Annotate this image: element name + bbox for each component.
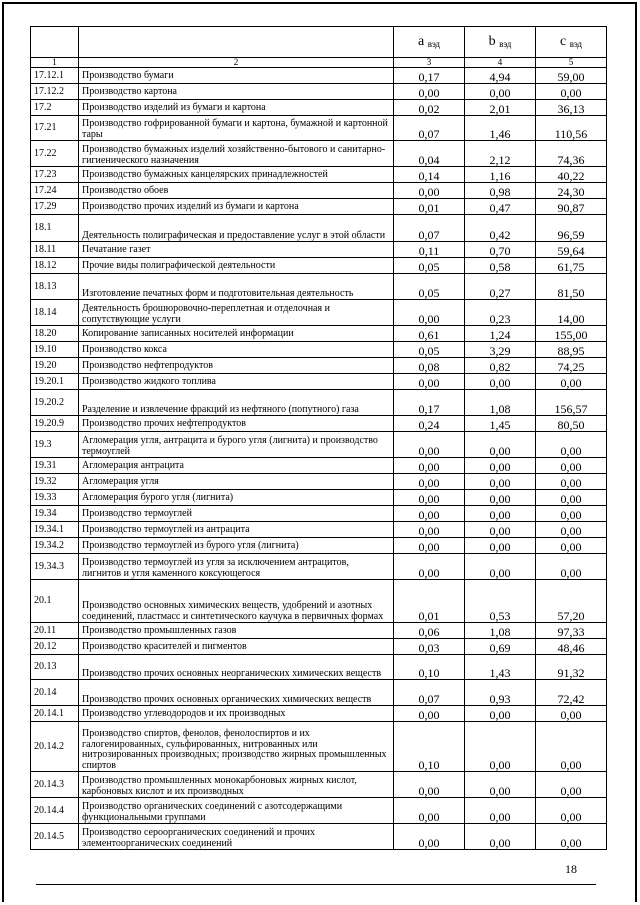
row-code: 17.21 bbox=[31, 116, 79, 141]
row-code: 17.24 bbox=[31, 183, 79, 199]
row-value-b: 0,70 bbox=[465, 242, 536, 258]
row-value-c: 0,00 bbox=[536, 474, 607, 490]
row-code: 19.34.3 bbox=[31, 554, 79, 580]
table-row bbox=[31, 300, 607, 326]
table-row bbox=[31, 116, 607, 141]
table-row bbox=[31, 798, 607, 824]
row-value-c: 0,00 bbox=[536, 798, 607, 824]
row-value-b: 0,58 bbox=[465, 258, 536, 274]
row-value-c: 36,13 bbox=[536, 100, 607, 116]
row-value-a: 0,07 bbox=[394, 116, 465, 141]
table-row bbox=[31, 141, 607, 167]
row-value-c: 0,00 bbox=[536, 706, 607, 722]
row-value-b: 0,00 bbox=[465, 432, 536, 458]
row-code: 18.14 bbox=[31, 300, 79, 326]
row-value-a: 0,00 bbox=[394, 798, 465, 824]
row-name: Производство прочих основных неорганических химических веществ bbox=[79, 655, 394, 680]
row-code: 20.13 bbox=[31, 655, 79, 680]
row-value-c: 74,36 bbox=[536, 141, 607, 167]
row-value-c: 0,00 bbox=[536, 458, 607, 474]
row-value-c: 96,59 bbox=[536, 215, 607, 242]
row-value-c: 14,00 bbox=[536, 300, 607, 326]
table-header-row bbox=[31, 27, 607, 58]
table-row bbox=[31, 342, 607, 358]
row-value-c: 57,20 bbox=[536, 580, 607, 623]
row-name: Производство органических соединений с азотсодержащими функциональными группами bbox=[79, 798, 394, 824]
row-value-b: 0,00 bbox=[465, 706, 536, 722]
row-value-b: 1,08 bbox=[465, 390, 536, 416]
table-row bbox=[31, 722, 607, 772]
row-value-a: 0,10 bbox=[394, 722, 465, 772]
row-value-c: 0,00 bbox=[536, 490, 607, 506]
table-row bbox=[31, 432, 607, 458]
table-row bbox=[31, 680, 607, 706]
row-value-b: 0,00 bbox=[465, 772, 536, 798]
row-name: Печатание газет bbox=[79, 242, 394, 258]
row-value-a: 0,00 bbox=[394, 522, 465, 538]
row-code: 19.20 bbox=[31, 358, 79, 374]
table-row bbox=[31, 274, 607, 300]
table-row bbox=[31, 84, 607, 100]
table-row bbox=[31, 639, 607, 655]
row-code: 18.13 bbox=[31, 274, 79, 300]
row-code: 20.11 bbox=[31, 623, 79, 639]
row-value-c: 90,87 bbox=[536, 199, 607, 215]
row-value-a: 0,01 bbox=[394, 199, 465, 215]
row-value-a: 0,00 bbox=[394, 538, 465, 554]
row-value-a: 0,00 bbox=[394, 458, 465, 474]
row-value-b: 0,00 bbox=[465, 538, 536, 554]
bottom-divider bbox=[36, 884, 596, 885]
row-value-b: 1,24 bbox=[465, 326, 536, 342]
row-value-b: 0,42 bbox=[465, 215, 536, 242]
row-value-c: 24,30 bbox=[536, 183, 607, 199]
row-code: 19.32 bbox=[31, 474, 79, 490]
row-value-a: 0,24 bbox=[394, 416, 465, 432]
row-value-b: 1,08 bbox=[465, 623, 536, 639]
row-code: 19.33 bbox=[31, 490, 79, 506]
row-value-c: 61,75 bbox=[536, 258, 607, 274]
row-value-a: 0,00 bbox=[394, 772, 465, 798]
row-value-c: 72,42 bbox=[536, 680, 607, 706]
row-value-b: 0,23 bbox=[465, 300, 536, 326]
header-col-c: c $_{вэд}$ bbox=[536, 27, 607, 58]
row-value-b: 0,00 bbox=[465, 474, 536, 490]
row-name: Прочие виды полиграфической деятельности bbox=[79, 258, 394, 274]
row-code: 18.11 bbox=[31, 242, 79, 258]
row-code: 20.12 bbox=[31, 639, 79, 655]
table-row bbox=[31, 706, 607, 722]
row-value-b: 0,00 bbox=[465, 798, 536, 824]
table-row bbox=[31, 490, 607, 506]
row-value-a: 0,61 bbox=[394, 326, 465, 342]
row-value-c: 0,00 bbox=[536, 432, 607, 458]
row-value-a: 0,00 bbox=[394, 183, 465, 199]
table-row bbox=[31, 215, 607, 242]
row-code: 19.31 bbox=[31, 458, 79, 474]
table-row bbox=[31, 167, 607, 183]
row-value-a: 0,04 bbox=[394, 141, 465, 167]
row-name: Производство термоуглей из антрацита bbox=[79, 522, 394, 538]
row-value-a: 0,07 bbox=[394, 215, 465, 242]
row-name: Производство жидкого топлива bbox=[79, 374, 394, 390]
row-code: 20.14.3 bbox=[31, 772, 79, 798]
row-value-a: 0,11 bbox=[394, 242, 465, 258]
header-col-a: a $_{вэд}$ bbox=[394, 27, 465, 58]
row-name: Копирование записанных носителей информации bbox=[79, 326, 394, 342]
row-value-c: 88,95 bbox=[536, 342, 607, 358]
row-name: Производство изделий из бумаги и картона bbox=[79, 100, 394, 116]
row-name: Производство бумаги bbox=[79, 68, 394, 84]
table-row bbox=[31, 474, 607, 490]
row-code: 20.1 bbox=[31, 580, 79, 623]
row-code: 19.34.2 bbox=[31, 538, 79, 554]
row-value-b: 2,01 bbox=[465, 100, 536, 116]
row-name: Агломерация антрацита bbox=[79, 458, 394, 474]
row-name: Изготовление печатных форм и подготовительная деятельность bbox=[79, 274, 394, 300]
table-row bbox=[31, 242, 607, 258]
table-row bbox=[31, 824, 607, 850]
row-value-a: 0,00 bbox=[394, 554, 465, 580]
row-value-b: 0,00 bbox=[465, 84, 536, 100]
row-name: Агломерация угля, антрацита и бурого угля (лигнита) и производство термоуглей bbox=[79, 432, 394, 458]
table-row bbox=[31, 374, 607, 390]
row-name: Производство промышленных монокарбоновых жирных кислот, карбоновых кислот и их производных bbox=[79, 772, 394, 798]
table-row bbox=[31, 183, 607, 199]
row-value-c: 0,00 bbox=[536, 522, 607, 538]
table-row bbox=[31, 68, 607, 84]
row-value-c: 80,50 bbox=[536, 416, 607, 432]
table-row bbox=[31, 199, 607, 215]
row-name: Производство красителей и пигментов bbox=[79, 639, 394, 655]
row-value-b: 0,00 bbox=[465, 522, 536, 538]
row-name: Производство спиртов, фенолов, фенолоспиртов и их галогенированных, сульфированных, нитрованных или нитрозированных производных; производство жирных промышленных спиртов bbox=[79, 722, 394, 772]
row-value-b: 1,45 bbox=[465, 416, 536, 432]
row-code: 19.34 bbox=[31, 506, 79, 522]
row-code: 20.14.2 bbox=[31, 722, 79, 772]
row-value-c: 0,00 bbox=[536, 374, 607, 390]
row-value-a: 0,14 bbox=[394, 167, 465, 183]
row-name: Деятельность брошюровочно-переплетная и отделочная и сопутствующие услуги bbox=[79, 300, 394, 326]
row-value-b: 1,16 bbox=[465, 167, 536, 183]
row-code: 18.12 bbox=[31, 258, 79, 274]
row-code: 20.14.1 bbox=[31, 706, 79, 722]
row-name: Агломерация угля bbox=[79, 474, 394, 490]
row-value-a: 0,00 bbox=[394, 474, 465, 490]
table-row bbox=[31, 416, 607, 432]
row-name: Производство обоев bbox=[79, 183, 394, 199]
row-value-b: 0,00 bbox=[465, 374, 536, 390]
row-value-c: 74,25 bbox=[536, 358, 607, 374]
row-value-c: 155,00 bbox=[536, 326, 607, 342]
row-code: 20.14.4 bbox=[31, 798, 79, 824]
row-value-c: 0,00 bbox=[536, 538, 607, 554]
table-row bbox=[31, 538, 607, 554]
row-code: 19.10 bbox=[31, 342, 79, 358]
row-name: Производство термоуглей bbox=[79, 506, 394, 522]
table-row bbox=[31, 522, 607, 538]
column-number-row bbox=[31, 58, 607, 68]
row-value-c: 59,00 bbox=[536, 68, 607, 84]
row-code: 18.20 bbox=[31, 326, 79, 342]
table-row bbox=[31, 580, 607, 623]
row-value-a: 0,05 bbox=[394, 274, 465, 300]
row-code: 19.20.2 bbox=[31, 390, 79, 416]
column-number: 3 bbox=[394, 58, 465, 68]
row-value-a: 0,00 bbox=[394, 84, 465, 100]
row-name: Производство гофрированной бумаги и картона, бумажной и картонной тары bbox=[79, 116, 394, 141]
row-code: 17.12.1 bbox=[31, 68, 79, 84]
row-value-a: 0,03 bbox=[394, 639, 465, 655]
row-name: Производство углеводородов и их производных bbox=[79, 706, 394, 722]
row-name: Производство термоуглей из угля за исключением антрацитов, лигнитов и угля каменного коксующегося bbox=[79, 554, 394, 580]
row-value-b: 0,69 bbox=[465, 639, 536, 655]
row-code: 19.20.1 bbox=[31, 374, 79, 390]
row-name: Производство картона bbox=[79, 84, 394, 100]
row-value-c: 48,46 bbox=[536, 639, 607, 655]
row-code: 19.34.1 bbox=[31, 522, 79, 538]
row-value-a: 0,08 bbox=[394, 358, 465, 374]
row-value-c: 110,56 bbox=[536, 116, 607, 141]
row-code: 17.12.2 bbox=[31, 84, 79, 100]
row-name: Производство нефтепродуктов bbox=[79, 358, 394, 374]
table-row bbox=[31, 655, 607, 680]
row-value-c: 59,64 bbox=[536, 242, 607, 258]
row-value-b: 1,46 bbox=[465, 116, 536, 141]
row-value-b: 0,27 bbox=[465, 274, 536, 300]
header-code bbox=[31, 27, 79, 58]
column-number: 1 bbox=[31, 58, 79, 68]
row-value-a: 0,05 bbox=[394, 258, 465, 274]
row-code: 18.1 bbox=[31, 215, 79, 242]
row-code: 17.22 bbox=[31, 141, 79, 167]
row-value-b: 0,00 bbox=[465, 458, 536, 474]
row-code: 19.3 bbox=[31, 432, 79, 458]
table-row bbox=[31, 623, 607, 639]
row-code: 20.14.5 bbox=[31, 824, 79, 850]
row-value-c: 156,57 bbox=[536, 390, 607, 416]
row-value-c: 0,00 bbox=[536, 506, 607, 522]
row-value-b: 0,53 bbox=[465, 580, 536, 623]
row-name: Производство бумажных канцелярских принадлежностей bbox=[79, 167, 394, 183]
row-value-a: 0,07 bbox=[394, 680, 465, 706]
row-value-b: 0,00 bbox=[465, 722, 536, 772]
table-row bbox=[31, 506, 607, 522]
row-name: Деятельность полиграфическая и предоставление услуг в этой области bbox=[79, 215, 394, 242]
row-value-b: 0,00 bbox=[465, 506, 536, 522]
row-code: 17.23 bbox=[31, 167, 79, 183]
table-row bbox=[31, 390, 607, 416]
row-code: 20.14 bbox=[31, 680, 79, 706]
row-value-a: 0,00 bbox=[394, 706, 465, 722]
row-value-b: 3,29 bbox=[465, 342, 536, 358]
row-value-c: 0,00 bbox=[536, 722, 607, 772]
row-value-b: 0,82 bbox=[465, 358, 536, 374]
table-row bbox=[31, 258, 607, 274]
row-value-a: 0,01 bbox=[394, 580, 465, 623]
column-number: 2 bbox=[79, 58, 394, 68]
row-value-b: 0,00 bbox=[465, 824, 536, 850]
row-name: Производство кокса bbox=[79, 342, 394, 358]
row-value-c: 40,22 bbox=[536, 167, 607, 183]
row-value-c: 0,00 bbox=[536, 772, 607, 798]
row-value-b: 2,12 bbox=[465, 141, 536, 167]
row-name: Производство прочих основных органических химических веществ bbox=[79, 680, 394, 706]
table-row bbox=[31, 458, 607, 474]
table-row bbox=[31, 100, 607, 116]
row-name: Производство промышленных газов bbox=[79, 623, 394, 639]
row-name: Агломерация бурого угля (лигнита) bbox=[79, 490, 394, 506]
row-value-c: 97,33 bbox=[536, 623, 607, 639]
row-name: Производство основных химических веществ, удобрений и азотных соединений, пластмасс и синтетического каучука в первичных формах bbox=[79, 580, 394, 623]
row-value-b: 0,93 bbox=[465, 680, 536, 706]
coefficients-table bbox=[30, 26, 607, 850]
row-name: Разделение и извлечение фракций из нефтяного (попутного) газа bbox=[79, 390, 394, 416]
row-value-c: 0,00 bbox=[536, 824, 607, 850]
row-value-b: 0,47 bbox=[465, 199, 536, 215]
row-value-a: 0,17 bbox=[394, 68, 465, 84]
row-value-b: 1,43 bbox=[465, 655, 536, 680]
row-value-c: 91,32 bbox=[536, 655, 607, 680]
row-name: Производство сероорганических соединений и прочих элементоорганических соединений bbox=[79, 824, 394, 850]
row-value-a: 0,17 bbox=[394, 390, 465, 416]
row-code: 17.29 bbox=[31, 199, 79, 215]
row-value-a: 0,02 bbox=[394, 100, 465, 116]
row-value-b: 4,94 bbox=[465, 68, 536, 84]
row-name: Производство термоуглей из бурого угля (лигнита) bbox=[79, 538, 394, 554]
row-code: 19.20.9 bbox=[31, 416, 79, 432]
row-value-a: 0,00 bbox=[394, 374, 465, 390]
row-value-a: 0,00 bbox=[394, 506, 465, 522]
row-value-a: 0,00 bbox=[394, 432, 465, 458]
row-value-a: 0,00 bbox=[394, 300, 465, 326]
row-value-a: 0,00 bbox=[394, 824, 465, 850]
row-name: Производство бумажных изделий хозяйственно-бытового и санитарно-гигиенического назначения bbox=[79, 141, 394, 167]
row-value-b: 0,98 bbox=[465, 183, 536, 199]
table-row bbox=[31, 326, 607, 342]
header-col-b: b $_{вэд}$ bbox=[465, 27, 536, 58]
row-value-a: 0,05 bbox=[394, 342, 465, 358]
row-value-c: 81,50 bbox=[536, 274, 607, 300]
table-row bbox=[31, 554, 607, 580]
table-row bbox=[31, 358, 607, 374]
row-value-a: 0,06 bbox=[394, 623, 465, 639]
row-value-a: 0,00 bbox=[394, 490, 465, 506]
row-code: 17.2 bbox=[31, 100, 79, 116]
row-name: Производство прочих нефтепродуктов bbox=[79, 416, 394, 432]
row-name: Производство прочих изделий из бумаги и картона bbox=[79, 199, 394, 215]
row-value-b: 0,00 bbox=[465, 554, 536, 580]
page-number: 18 bbox=[565, 862, 577, 876]
row-value-a: 0,10 bbox=[394, 655, 465, 680]
row-value-c: 0,00 bbox=[536, 554, 607, 580]
row-value-c: 0,00 bbox=[536, 84, 607, 100]
table-row bbox=[31, 772, 607, 798]
header-name bbox=[79, 27, 394, 58]
column-number: 4 bbox=[465, 58, 536, 68]
column-number: 5 bbox=[536, 58, 607, 68]
row-value-b: 0,00 bbox=[465, 490, 536, 506]
